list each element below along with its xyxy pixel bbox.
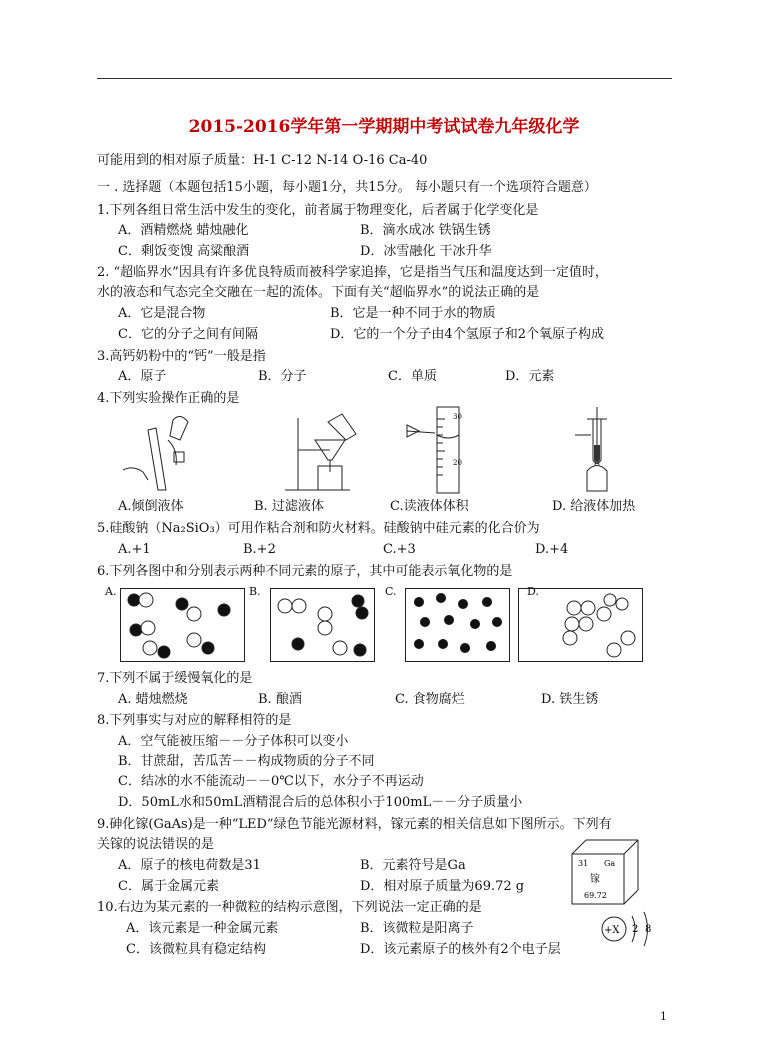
exam-title: 2015-2016学年第一学期期中考试试卷九年级化学: [188, 117, 580, 137]
particle-structure-diagram: [598, 908, 668, 950]
nucleus-charge: +X: [604, 925, 620, 936]
q7-option-b: B. 酿酒: [258, 692, 302, 707]
heat-liquid-figure: [565, 405, 625, 495]
q9-option-a: A．原子的核电荷数是31: [118, 858, 261, 873]
q3-option-a: A．原子: [118, 369, 167, 384]
q6-option-b: B.: [249, 585, 261, 598]
read-volume-figure: [405, 405, 475, 495]
q5-option-a: A.+1: [118, 542, 151, 557]
q5-option-c: C.+3: [383, 542, 416, 557]
q10-option-d: D．该元素原子的核外有2个电子层: [360, 942, 561, 957]
shell-1-electrons: 2: [632, 924, 639, 935]
gallium-atomic-mass: 69.72: [584, 891, 607, 900]
q6-option-c: C.: [385, 585, 397, 598]
q8-option-d: D．50mL水和50mL酒精混合后的总体积小于100mL－－分子质量小: [118, 795, 523, 810]
q1-option-c: C．剩饭变馊 高粱酿酒: [118, 244, 250, 259]
q2-option-c: C．它的分子之间有间隔: [118, 327, 258, 342]
q7-option-c: C. 食物腐烂: [395, 692, 465, 707]
q10-option-a: A．该元素是一种金属元素: [126, 921, 279, 936]
q4-option-a: A.倾倒液体: [118, 499, 184, 514]
pour-liquid-figure: [118, 410, 198, 495]
q1-option-d: D．冰雪融化 干冰升华: [360, 244, 492, 259]
q2-option-a: A．它是混合物: [118, 306, 206, 321]
gallium-element-cell: [570, 838, 642, 906]
page-number: 1: [660, 1010, 667, 1023]
shell-2-electrons: 8: [645, 924, 652, 935]
molecule-box-c: [405, 588, 510, 662]
q3-option-b: B．分子: [258, 369, 307, 384]
q3-stem: 3.高钙奶粉中的“钙”一般是指: [97, 349, 266, 364]
q8-option-b: B．甘蔗甜，苦瓜苦－－构成物质的分子不同: [118, 754, 375, 769]
gallium-name: 镓: [590, 874, 600, 885]
q10-option-b: B．该微粒是阳离子: [360, 921, 474, 936]
molecule-box-b: [270, 588, 375, 662]
q9-option-b: B．元素符号是Ga: [360, 858, 466, 873]
q8-option-c: C．结冰的水不能流动－－0℃以下，水分子不再运动: [118, 774, 424, 789]
q4-option-b: B. 过滤液体: [254, 499, 324, 514]
q4-option-c: C.读液体体积: [390, 499, 469, 514]
q2-stem-2: 水的液态和气态完全交融在一起的流体。下面有关“超临界水”的说法正确的是: [97, 285, 540, 300]
q2-option-d: D．它的一个分子由4个氢原子和2个氧原子构成: [330, 327, 604, 342]
q6-stem: 6.下列各图中和分别表示两种不同元素的原子，其中可能表示氧化物的是: [97, 564, 513, 579]
molecule-box-d: [518, 588, 643, 662]
header-rule: [97, 78, 672, 79]
gallium-atomic-number: 31: [578, 859, 589, 868]
q4-option-d: D. 给液体加热: [552, 499, 636, 514]
q7-stem: 7.下列不属于缓慢氧化的是: [97, 671, 253, 686]
q5-stem: 5.硅酸钠（Na₂SiO₃）可用作粘合剂和防火材料。硅酸钠中硅元素的化合价为: [97, 521, 540, 536]
q3-option-d: D．元素: [505, 369, 555, 384]
q9-option-c: C．属于金属元素: [118, 879, 219, 894]
q2-stem-1: 2. “超临界水”因具有许多优良特质而被科学家追捧，它是指当气压和温度达到一定值时，: [97, 265, 608, 280]
molecule-box-a: [120, 588, 245, 662]
q5-option-d: D.+4: [535, 542, 569, 557]
cylinder-tick-bottom: 20: [453, 459, 462, 467]
q1-stem: 1.下列各组日常生活中发生的变化，前者属于物理变化，后者属于化学变化是: [97, 203, 539, 218]
q7-option-d: D. 铁生锈: [541, 692, 599, 707]
q9-stem-1: 9.砷化镓(GaAs)是一种“LED”绿色节能光源材料，镓元素的相关信息如下图所示。下列有: [97, 817, 612, 832]
q2-option-b: B．它是一种不同于水的物质: [330, 306, 496, 321]
q8-option-a: A．空气能被压缩－－分子体积可以变小: [118, 734, 349, 749]
cylinder-tick-top: 30: [453, 413, 462, 421]
q6-option-d: D.: [527, 585, 539, 598]
q10-stem: 10.右边为某元素的一种微粒的结构示意图，下列说法一定正确的是: [97, 900, 482, 915]
filter-liquid-figure: [270, 410, 360, 495]
section-heading: 一 . 选择题（本题包括15小题，每小题1分，共15分。 每小题只有一个选项符合题意）: [97, 180, 597, 195]
q6-option-a: A.: [105, 585, 117, 598]
q10-option-c: C．该微粒具有稳定结构: [126, 942, 266, 957]
q7-option-a: A. 蜡烛燃烧: [118, 692, 188, 707]
q4-stem: 4.下列实验操作正确的是: [97, 391, 240, 406]
q3-option-c: C．单质: [388, 369, 437, 384]
atomic-mass-line: 可能用到的相对原子质量：H-1 C-12 N-14 O-16 Ca-40: [97, 153, 428, 168]
q9-option-d: D．相对原子质量为69.72 g: [360, 879, 525, 894]
q1-option-b: B．滴水成冰 铁锅生锈: [360, 223, 491, 238]
q9-stem-2: 关镓的说法错误的是: [97, 837, 215, 852]
gallium-symbol: Ga: [604, 859, 616, 868]
q5-option-b: B.+2: [243, 542, 276, 557]
q1-option-a: A．酒精燃烧 蜡烛融化: [118, 223, 249, 238]
q8-stem: 8.下列事实与对应的解释相符的是: [97, 713, 292, 728]
